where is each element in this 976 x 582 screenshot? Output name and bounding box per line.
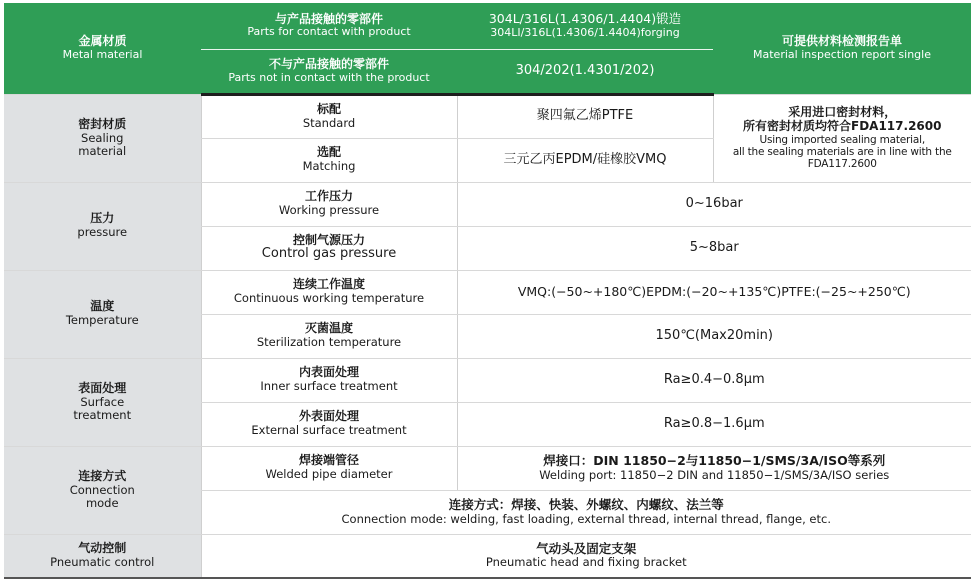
spec-standard <box>201 94 457 138</box>
spec-control-pressure-en: Control gas pressure <box>261 246 397 262</box>
category-surface <box>4 358 201 446</box>
spec-matching-en: Matching <box>302 159 356 174</box>
value-inner-surface: Ra≥0.4−0.8μm <box>457 358 971 402</box>
header-contact-value <box>457 3 713 49</box>
header-contact-value-l2: 304LI/316L(1.4306/1.4404)forging <box>490 25 680 39</box>
category-sealing-zh: 密封材质 <box>78 116 127 131</box>
category-surface-zh: 表面处理 <box>78 380 127 395</box>
category-connection <box>4 446 201 534</box>
spec-control-pressure-zh: 控制气源压力 <box>292 232 365 247</box>
category-surface-en: Surface treatment <box>73 394 132 422</box>
category-pneumatic-zh: 气动控制 <box>78 541 127 556</box>
value-welded-pipe-en: Welding port: 11850−2 DIN and 11850−1/SMS/3A/ISO series <box>539 467 890 482</box>
header-noncontact-part-en: Parts not in contact with the product <box>228 70 430 84</box>
spec-matching <box>201 138 457 182</box>
value-connection-mode <box>201 490 971 534</box>
spec-external-surface <box>201 402 457 446</box>
category-pressure <box>4 182 201 270</box>
header-noncontact-part <box>201 49 457 94</box>
value-welded-pipe <box>457 446 971 490</box>
spec-external-surface-en: External surface treatment <box>251 423 407 438</box>
spec-continuous-temp-zh: 连续工作温度 <box>292 277 365 292</box>
header-contact-value-l1: 304L/316L(1.4306/1.4404)锻造 <box>488 11 682 27</box>
category-connection-en: Connection mode <box>69 482 135 510</box>
value-pneumatic-en: Pneumatic head and fixing bracket <box>485 555 687 570</box>
value-external-surface: Ra≥0.8−1.6μm <box>457 402 971 446</box>
sealing-note-zh2: 所有密封材质均符合FDA117.2600 <box>743 118 942 133</box>
spec-inner-surface-zh: 内表面处理 <box>298 365 359 380</box>
header-contact-part-en: Parts for contact with product <box>247 25 411 39</box>
category-pressure-zh: 压力 <box>90 211 115 226</box>
value-connection-mode-zh: 连接方式：焊接、快装、外螺纹、内螺纹、法兰等 <box>448 497 724 513</box>
spec-welded-pipe <box>201 446 457 490</box>
spec-sterilization-temp-en: Sterilization temperature <box>256 335 402 350</box>
value-connection-mode-en: Connection mode: welding, fast loading, external thread, internal thread, flange, etc. <box>341 511 831 526</box>
header-noncontact-value-text: 304/202(1.4301/202) <box>515 62 655 78</box>
header-noncontact-value <box>457 49 713 94</box>
value-matching: 三元乙丙EPDM/硅橡胶VMQ <box>457 138 713 182</box>
sealing-note-en2: all the sealing materials are in line with the FDA117.2600 <box>732 145 952 170</box>
sealing-note-zh1: 采用进口密封材料， <box>788 105 897 120</box>
category-temperature-en: Temperature <box>65 313 139 328</box>
specification-table <box>4 3 971 579</box>
value-control-pressure: 5~8bar <box>457 226 971 270</box>
value-pneumatic <box>201 534 971 578</box>
spec-standard-en: Standard <box>302 115 356 130</box>
spec-working-pressure-zh: 工作压力 <box>304 189 353 204</box>
spec-matching-zh: 选配 <box>316 145 341 160</box>
spec-control-pressure <box>201 226 457 270</box>
header-report <box>713 3 971 94</box>
spec-welded-pipe-en: Welded pipe diameter <box>265 467 393 482</box>
sealing-note-en1: Using imported sealing material, <box>759 133 925 146</box>
header-report-zh: 可提供材料检测报告单 <box>781 34 902 49</box>
category-connection-zh: 连接方式 <box>78 468 127 483</box>
header-metal-material-en: Metal material <box>62 47 143 61</box>
category-temperature-zh: 温度 <box>90 299 115 314</box>
header-noncontact-part-zh: 不与产品接触的零部件 <box>268 56 389 71</box>
header-contact-part-zh: 与产品接触的零部件 <box>274 11 383 26</box>
sealing-note <box>713 94 971 182</box>
category-sealing <box>4 94 201 182</box>
header-contact-part <box>201 3 457 49</box>
category-pneumatic-en: Pneumatic control <box>50 555 155 570</box>
spec-working-pressure-en: Working pressure <box>278 203 380 218</box>
category-pressure-en: pressure <box>77 225 128 240</box>
value-pneumatic-zh: 气动头及固定支架 <box>536 540 637 556</box>
value-working-pressure: 0~16bar <box>457 182 971 226</box>
spec-standard-zh: 标配 <box>316 101 341 116</box>
spec-welded-pipe-zh: 焊接端管径 <box>298 453 359 468</box>
value-continuous-temp: VMQ:(−50~+180℃)EPDM:(−20~+135℃)PTFE:(−25~+250℃) <box>457 270 971 314</box>
value-standard: 聚四氟乙烯PTFE <box>457 94 713 138</box>
spec-sterilization-temp <box>201 314 457 358</box>
category-pneumatic <box>4 534 201 578</box>
header-metal-material <box>4 3 201 94</box>
value-welded-pipe-zh: 焊接口：DIN 11850−2与11850−1/SMS/3A/ISO等系列 <box>543 453 886 469</box>
spec-working-pressure <box>201 182 457 226</box>
spec-continuous-temp-en: Continuous working temperature <box>233 291 425 306</box>
value-sterilization-temp: 150℃(Max20min) <box>457 314 971 358</box>
header-report-en: Material inspection report single <box>753 47 931 61</box>
header-metal-material-zh: 金属材质 <box>78 34 127 49</box>
spec-external-surface-zh: 外表面处理 <box>298 409 359 424</box>
spec-sterilization-temp-zh: 灭菌温度 <box>304 321 353 336</box>
category-sealing-en: Sealing material <box>78 130 127 158</box>
category-temperature <box>4 270 201 358</box>
spec-inner-surface-en: Inner surface treatment <box>260 379 398 394</box>
spec-inner-surface <box>201 358 457 402</box>
spec-continuous-temp <box>201 270 457 314</box>
